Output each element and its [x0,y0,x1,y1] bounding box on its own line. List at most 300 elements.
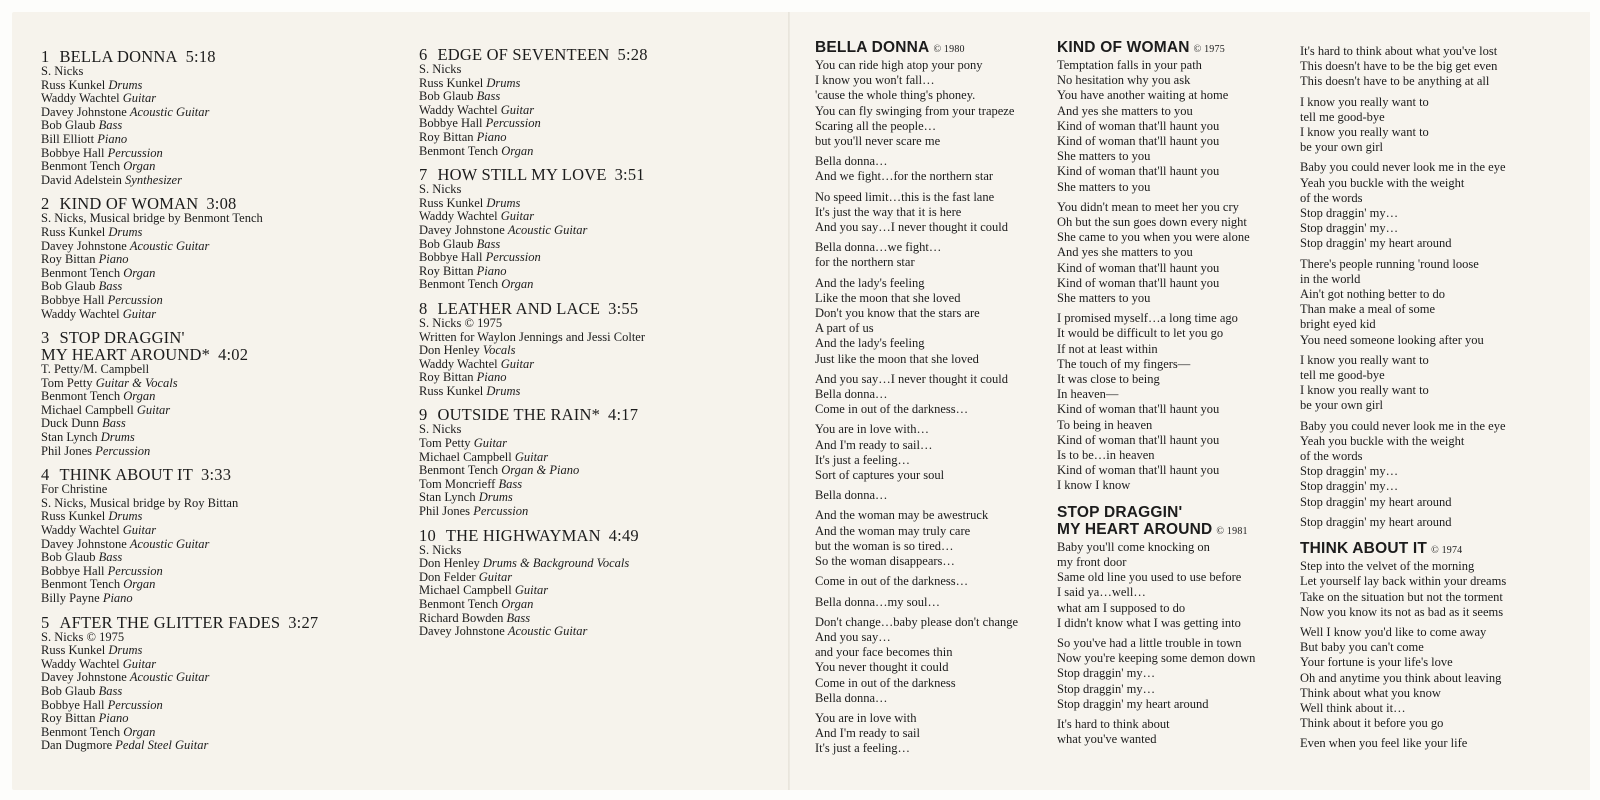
credit-line [419,238,779,252]
lyric-line: Bella donna…we fight… [815,240,942,255]
credit-name: Bobbye Hall [41,292,105,307]
song-title-text: STOP DRAGGIN' [1057,503,1183,521]
credit-name: S. Nicks, Musical bridge by Benmont Tench [41,211,263,226]
credit-name: Stan Lynch [419,490,476,505]
lyric-line: Just like the moon that she loved [815,351,979,366]
credit-line [419,145,779,159]
lyric-line: A part of us [815,321,874,336]
lyric-line: You can fly swinging from your trapeze [815,103,1015,118]
lyric-stanza [1300,419,1580,510]
track-title: OUTSIDE THE RAIN* [437,405,601,425]
lyric-line: Take on the situation but not the torment [1300,589,1503,604]
lyric-line: Kind of woman that'll haunt you [1057,275,1220,290]
credit-role: Bass [102,416,126,431]
credit-role: Acoustic Guitar [507,624,588,639]
credit-role: Acoustic Guitar [129,536,210,551]
track-heading [41,614,381,631]
song-title [815,39,1051,58]
song-title-line2: MY HEART AROUND [1057,520,1213,538]
credit-line [419,358,779,372]
credit-name: Roy Bittan [419,263,474,278]
credit-role: Piano [97,131,128,146]
lyric-stanza [1057,311,1297,493]
lyric-line: Scaring all the people… [815,118,937,133]
track-heading [419,527,779,544]
lyric-line: Don't you know that the stars are [815,306,980,321]
credit-name: Russ Kunkel [41,509,106,524]
lyric-line: Stop draggin' my… [1300,221,1399,236]
credit-name: S. Nicks [419,422,462,437]
track-heading [419,166,779,183]
credit-line [419,63,779,77]
lyric-line: In heaven— [1057,387,1119,402]
lyric-line: Well I know you'd like to come away [1300,624,1487,639]
credit-line [41,726,381,740]
lyric-line: be your own girl [1300,140,1383,155]
lyric-stanza [1300,257,1580,348]
track-block [419,46,779,158]
credit-line [41,308,381,322]
track-number: 10 [419,525,436,545]
credit-role: Bass [506,610,531,625]
credit-line [419,625,779,639]
credit-line [41,363,381,377]
lyric-line: And the lady's feeling [815,336,925,351]
lyric-line: for the northern star [815,255,915,270]
credit-name: Russ Kunkel [41,77,106,92]
lyric-line: Kind of woman that'll haunt you [1057,164,1220,179]
lyric-line: You can ride high atop your pony [815,58,983,72]
credit-role: Synthesizer [125,172,182,187]
lyric-line: So the woman disappears… [815,554,955,569]
lyric-line: Even when you feel like your life [1300,736,1468,751]
lyric-stanza [1300,95,1580,156]
credit-role: Drums & Background Vocals [482,556,630,571]
credit-name: Benmont Tench [419,597,499,611]
credit-line [41,280,381,294]
track-number: 6 [419,45,428,64]
track-heading [419,46,779,63]
song-copyright-year: © 1974 [1431,545,1463,557]
credit-name: Benmont Tench [41,159,121,174]
credit-name: Bobbye Hall [419,250,483,265]
lyric-line: I know you really want to [1300,94,1429,109]
credit-role: Drums [108,224,143,239]
credit-name: Benmont Tench [419,277,499,292]
lyric-song [1057,39,1297,494]
lyric-line: If not at least within [1057,341,1158,356]
lyric-line: Stop draggin' my heart around [1300,236,1452,251]
credit-name: Davey Johnstone [419,624,505,639]
track-block [41,614,381,753]
credit-name: Benmont Tench [419,463,499,478]
credit-role: Bass [98,118,123,133]
lyric-line: Oh but the sun goes down every night [1057,215,1247,230]
lyric-stanza [815,276,1051,367]
track-number: 1 [41,47,50,66]
lyric-line: tell me good-bye [1300,109,1385,124]
credit-name: Waddy Wachtel [41,656,120,671]
credit-role: Percussion [107,563,163,578]
credit-role: Piano [98,711,129,726]
credit-name: Waddy Wachtel [419,102,498,117]
credit-name: Billy Payne [41,591,100,605]
lyric-line: Baby you'll come knocking on [1057,539,1210,554]
credit-line [419,197,779,211]
lyric-line: Kind of woman that'll haunt you [1057,118,1220,133]
track-title: THINK ABOUT IT [59,465,194,485]
lyric-line: And the woman may be awestruck [815,508,989,523]
lyric-line: Bella donna… [815,387,888,402]
credit-name: Michael Campbell [419,583,512,598]
credit-role: Bass [98,550,123,565]
credit-role: Organ & Piano [501,463,580,478]
credit-line [41,578,381,592]
lyric-line: but you'll never scare me [815,134,941,149]
lyric-line: It was close to being [1057,372,1160,387]
lyric-song [1300,44,1580,530]
lyric-line: You have another waiting at home [1057,88,1229,103]
lyric-line: Don't change…baby please don't change [815,614,1019,629]
credit-line [41,699,381,713]
lyric-line: Kind of woman that'll haunt you [1057,463,1220,478]
lyric-line: And you say… [815,629,891,644]
track-title: KIND OF WOMAN [59,194,199,214]
lyrics-column-1 [815,39,1051,767]
credit-name: S. Nicks [419,62,462,76]
lyric-stanza [1300,353,1580,414]
credit-role: Guitar [500,356,535,371]
lyric-line: I know you really want to [1300,383,1429,398]
credit-role: Acoustic Guitar [507,222,588,237]
credit-name: Don Henley [419,343,480,358]
lyric-stanza [1057,200,1297,306]
credit-line [41,240,381,254]
lyric-line: You need someone looking after you [1300,332,1484,347]
track-title: HOW STILL MY LOVE [437,165,607,185]
credit-line [419,344,779,358]
lyric-stanza [815,595,1051,610]
lyric-stanza [1300,625,1580,731]
song-title [1057,39,1297,58]
lyric-line: I know I know [1057,478,1131,493]
credit-role: Percussion [473,504,529,519]
credit-line [419,117,779,131]
track-number: 7 [419,165,428,185]
credit-name: Dan Dugmore [41,738,113,753]
lyric-line: Stop draggin' my… [1300,479,1399,494]
credit-name: Davey Johnstone [41,536,127,551]
credit-role: Guitar [473,436,508,451]
credit-line [41,267,381,281]
lyric-line: Kind of woman that'll haunt you [1057,260,1220,275]
credit-line [419,584,779,598]
credit-role: Percussion [107,145,163,160]
lyric-line: I said ya…well… [1057,585,1146,600]
credit-line [41,565,381,579]
track-number: 8 [419,298,428,318]
credit-role: Piano [102,591,133,605]
lyric-stanza [1300,559,1580,620]
lyric-line: I know you really want to [1300,125,1429,140]
lyric-line: You didn't mean to meet her you cry [1057,199,1239,214]
credit-line [41,160,381,174]
track-block [419,527,779,639]
lyric-line: Step into the velvet of the morning [1300,559,1475,574]
lyric-stanza [815,372,1051,418]
credit-name: Benmont Tench [41,389,121,404]
credit-role: Percussion [485,250,541,265]
lyric-line: This doesn't have to be the big get even [1300,59,1498,74]
lyric-line: There's people running 'round loose [1300,256,1479,271]
credit-name: Roy Bittan [419,129,474,144]
credit-line [419,183,779,197]
credit-name: T. Petty/M. Campbell [41,362,150,377]
credit-line [41,212,381,226]
credit-role: Organ [123,159,156,174]
credit-name: Benmont Tench [419,143,499,158]
lyric-stanza [815,58,1051,149]
credit-role: Guitar [122,306,157,321]
credit-role: Guitar [514,583,549,598]
credit-role: Drums [478,490,513,505]
credit-name: Bobbye Hall [41,563,105,578]
lyric-line: I didn't know what I was getting into [1057,615,1241,630]
lyric-line: So you've had a little trouble in town [1057,635,1242,650]
lyric-line: It's just a feeling… [815,741,910,756]
tracklist-column-1 [41,48,381,761]
lyric-line: Kind of woman that'll haunt you [1057,402,1220,417]
lyric-line: Kind of woman that'll haunt you [1057,432,1220,447]
credit-name: Bob Glaub [41,683,96,698]
credit-line [41,551,381,565]
lyrics-column-3 [1300,44,1580,762]
credit-name: Bob Glaub [419,89,474,104]
track-title: EDGE OF SEVENTEEN [437,45,610,64]
lyric-line: Your fortune is your life's love [1300,655,1453,670]
lyric-line: But baby you can't come [1300,640,1424,655]
lyric-line: tell me good-bye [1300,368,1385,383]
credit-name: Don Henley [419,556,480,571]
lyric-line: Like the moon that she loved [815,290,961,305]
credit-line [41,147,381,161]
credit-name: Stan Lynch [41,430,98,445]
lyric-stanza [815,574,1051,589]
track-duration: 3:27 [288,612,319,632]
credit-role: Guitar [122,656,157,671]
credit-line [41,133,381,147]
lyric-stanza [1300,736,1580,751]
lyric-line: She came to you when you were alone [1057,230,1250,245]
credit-name: Richard Bowden [419,610,504,625]
track-title: AFTER THE GLITTER FADES [59,612,281,632]
credit-role: Organ [123,389,156,404]
lyric-line: and your face becomes thin [815,645,953,660]
credit-name: Bobbye Hall [41,145,105,160]
credit-line [419,251,779,265]
lyric-line: No speed limit…this is the fast lane [815,189,995,204]
credit-name: S. Nicks, Musical bridge by Roy Bittan [41,495,239,510]
credit-line [41,445,381,459]
credit-name: Waddy Wachtel [41,91,120,106]
credit-role: Percussion [95,443,151,458]
credit-line [41,658,381,672]
credit-role: Organ [501,597,534,611]
lyric-line: She matters to you [1057,179,1151,194]
lyric-line: 'cause the whole thing's phoney. [815,88,976,103]
lyric-stanza [815,508,1051,569]
credit-role: Bass [98,683,123,698]
credit-name: Bobbye Hall [41,697,105,712]
credit-name: Davey Johnstone [41,670,127,685]
lyric-line: And the lady's feeling [815,275,925,290]
lyric-line: bright eyed kid [1300,317,1376,332]
credit-name: Roy Bittan [419,370,474,385]
lyric-line: And you say…I never thought it could [815,220,1009,235]
track-number: 2 [41,194,50,214]
credit-line [41,685,381,699]
track-title: LEATHER AND LACE [437,298,601,318]
lyric-line: but the woman is so tired… [815,538,954,553]
lyric-line: Stop draggin' my heart around [1057,696,1209,711]
track-duration: 5:28 [617,45,648,64]
credit-line [419,131,779,145]
lyrics-column-2 [1057,39,1297,757]
credit-line [419,451,779,465]
lyric-line: It's hard to think about [1057,716,1170,731]
lyric-line: It's hard to think about what you've lost [1300,44,1498,58]
credit-line [41,497,381,511]
credit-role: Bass [476,236,501,251]
lyric-line: Now you know its not as bad as it seems [1300,604,1504,619]
lyric-line: This doesn't have to be anything at all [1300,74,1490,89]
credit-role: Drums [100,430,135,445]
lyric-song [1057,504,1297,748]
song-copyright-year: © 1975 [1193,44,1225,55]
track-number: 4 [41,465,50,485]
lyric-line: I know you won't fall… [815,73,935,88]
track-block [41,195,381,321]
credit-name: Benmont Tench [41,265,121,280]
track-number: 9 [419,405,428,425]
credit-name: Tom Moncrieff [419,476,496,491]
track-block [41,466,381,605]
lyric-line: Than make a meal of some [1300,302,1436,317]
track-block [419,300,779,399]
credit-line [419,557,779,571]
lyric-line: what you've wanted [1057,732,1157,747]
lyric-line: Stop draggin' my… [1300,206,1399,221]
credit-name: Bob Glaub [41,118,96,133]
song-title [1300,540,1580,559]
track-heading [419,300,779,317]
track-title: STOP DRAGGIN' [59,328,185,348]
lyric-line: Come in out of the darkness [815,675,956,690]
credit-line [41,65,381,79]
credit-name: S. Nicks © 1975 [41,629,125,644]
lyric-line: Stop draggin' my heart around [1300,494,1452,509]
lyric-line: It's just a feeling… [815,452,910,467]
credit-role: Acoustic Guitar [129,238,210,253]
lyric-line: And yes she matters to you [1057,245,1193,260]
credit-line [419,278,779,292]
credit-name: Waddy Wachtel [419,356,498,371]
credit-role: Guitar [514,449,549,464]
track-block [419,406,779,518]
credit-role: Piano [476,263,507,278]
credit-line [41,119,381,133]
track-duration: 5:18 [185,47,216,66]
lyric-line: Stop draggin' my… [1057,666,1156,681]
credit-name: Benmont Tench [41,724,121,739]
credit-role: Piano [476,129,507,144]
credit-role: Organ [123,724,156,739]
lyric-line: To being in heaven [1057,417,1153,432]
credit-line [41,174,381,188]
lyric-stanza [1300,160,1580,251]
lyric-line: Come in out of the darkness… [815,574,969,589]
lyric-line: Ain't got nothing better to do [1300,287,1445,302]
track-block [41,48,381,187]
lyric-line: Think about it before you go [1300,716,1444,731]
lyric-line: Well think about it… [1300,700,1406,715]
credit-line [41,417,381,431]
lyric-line: Bella donna… [815,488,888,503]
track-title: BELLA DONNA [59,47,178,66]
credit-role: Drums [108,643,143,658]
credit-line [41,510,381,524]
credit-line [41,739,381,753]
track-title: THE HIGHWAYMAN [445,525,601,545]
lyric-line: I promised myself…a long time ago [1057,311,1238,326]
lyric-line: She matters to you [1057,149,1151,164]
credit-name: Bob Glaub [419,236,474,251]
track-duration: 4:02 [218,345,249,365]
lyric-line: It would be difficult to let you go [1057,326,1224,341]
lyric-stanza [815,190,1051,236]
lyric-line: be your own girl [1300,398,1383,413]
credit-role: Guitar [136,402,171,417]
lyric-stanza [1300,44,1580,90]
track-heading [419,406,779,423]
track-duration: 4:49 [608,525,639,545]
credit-line [419,491,779,505]
credit-line [419,385,779,399]
credit-name: Russ Kunkel [419,195,484,210]
credit-name: Tom Petty [41,375,93,390]
credit-line [41,631,381,645]
lyric-line: Baby you could never look me in the eye [1300,418,1506,433]
credit-name: Phil Jones [41,443,93,458]
song-copyright-year: © 1981 [1216,525,1248,537]
lyric-stanza [815,154,1051,184]
lyric-line: Stop draggin' my heart around [1300,514,1452,529]
lyric-line: Is to be…in heaven [1057,448,1155,463]
credit-role: Drums [108,77,143,92]
lyric-line: And the woman may truly care [815,523,971,538]
credit-name: Michael Campbell [41,402,134,417]
credit-line [419,371,779,385]
credit-line [419,265,779,279]
credit-role: Bass [98,279,123,294]
lyric-line: Stop draggin' my… [1300,464,1399,479]
credit-name: Benmont Tench [41,577,121,592]
credit-role: Guitar [500,102,535,117]
credit-line [419,317,779,331]
credit-role: Percussion [107,292,163,307]
lyric-line: Bella donna… [815,690,888,705]
lyric-line: Yeah you buckle with the weight [1300,175,1465,190]
